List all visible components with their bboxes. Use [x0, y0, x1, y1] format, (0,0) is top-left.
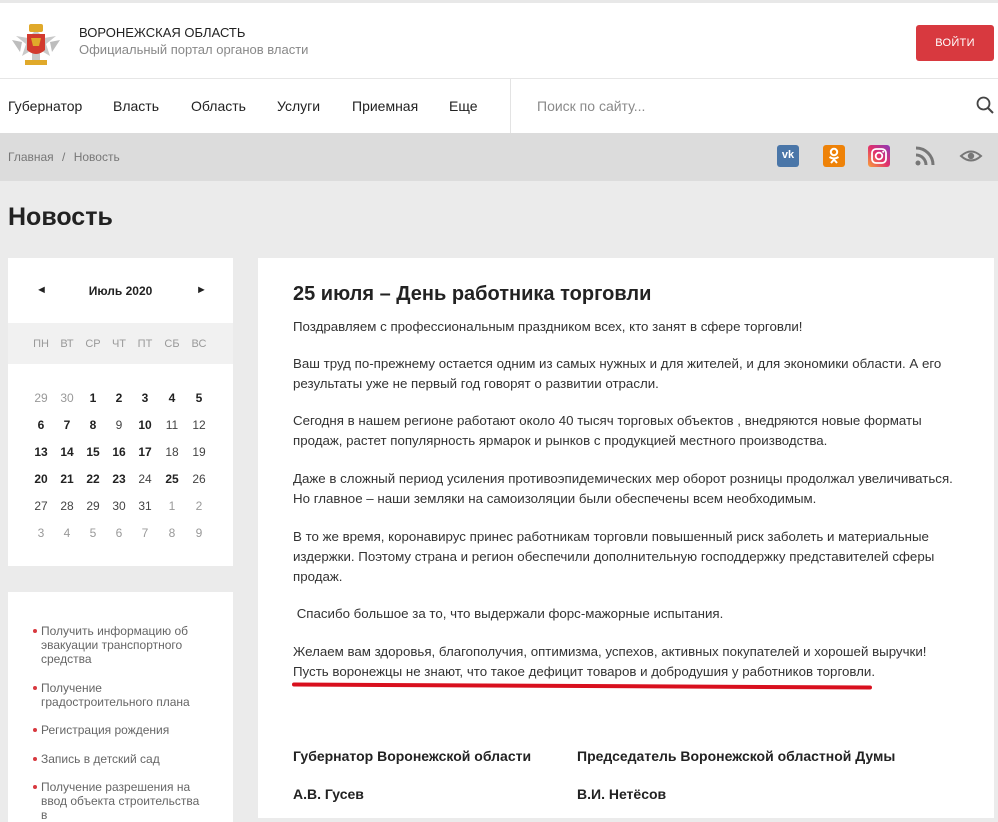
calendar-day[interactable]: 6: [37, 418, 45, 432]
site-title[interactable]: ВОРОНЕЖСКАЯ ОБЛАСТЬ: [79, 25, 246, 40]
ok-icon[interactable]: [823, 145, 845, 167]
article-paragraph: Ваш труд по-прежнему остается одним из самых нужных и для жителей, и для экономики области. А его результаты уже не первый год говорят о развитии отрасли.: [293, 356, 942, 391]
signature-name: А.В. Гусев: [293, 786, 364, 802]
service-link-label: Получение градостроительного плана: [41, 681, 190, 709]
news-article: [258, 258, 994, 818]
calendar-day: 27: [34, 499, 48, 513]
calendar-day: 30: [60, 391, 74, 405]
nav-item-governor[interactable]: Губернатор: [8, 98, 83, 114]
calendar-header: [8, 258, 233, 323]
signature-role: Председатель Воронежской областной Думы: [577, 748, 896, 764]
calendar-month: Июль 2020: [88, 284, 153, 298]
signature-name: В.И. Нетёсов: [577, 786, 667, 802]
calendar-day[interactable]: 3: [141, 391, 149, 405]
service-link-label: Запись в детский сад: [41, 752, 160, 766]
calendar-day: 29: [34, 391, 48, 405]
calendar-day: 1: [168, 499, 176, 513]
weekday-fri: ПТ: [137, 338, 153, 350]
weekday-tue: ВТ: [60, 338, 74, 350]
bullet-icon: [33, 686, 37, 690]
nav-divider: [510, 79, 511, 134]
calendar-weekdays: [8, 323, 233, 364]
breadcrumb-current: Новость: [73, 150, 120, 164]
service-link[interactable]: [41, 780, 206, 822]
login-button[interactable]: ВОЙТИ: [916, 25, 994, 61]
prev-month-icon[interactable]: ◄: [36, 284, 47, 296]
calendar-day[interactable]: 7: [63, 418, 71, 432]
calendar-day[interactable]: 17: [138, 445, 152, 459]
site-header: [0, 0, 998, 78]
calendar-day: 4: [63, 526, 71, 540]
calendar-day: 12: [192, 418, 206, 432]
bullet-icon: [33, 757, 37, 761]
bullet-icon: [33, 629, 37, 633]
calendar-day[interactable]: 5: [195, 391, 203, 405]
calendar-day[interactable]: 2: [115, 391, 123, 405]
article-paragraph: Даже в сложный период усиления противоэпидемических мер оборот розницы продолжал увеличиваться. Но главное – наши земляки на самоизоляции были обеспечены всем необходимым.: [293, 471, 953, 506]
calendar-day: 19: [192, 445, 206, 459]
article-paragraph: Сегодня в нашем регионе работают около 40 тысяч торговых объектов , внедряются новые форматы продаж, растет популярность ярмарок и рынков с продукцией местного производства.: [293, 413, 922, 448]
service-link-label: Регистрация рождения: [41, 723, 170, 737]
calendar-day[interactable]: 8: [89, 418, 97, 432]
vk-icon-label: vk: [781, 149, 795, 161]
calendar-day[interactable]: 15: [86, 445, 100, 459]
breadcrumb-separator: /: [62, 150, 66, 164]
calendar-day: 5: [89, 526, 97, 540]
calendar-day: 8: [168, 526, 176, 540]
calendar-day[interactable]: 20: [34, 472, 48, 486]
service-link[interactable]: [41, 624, 206, 666]
article-title: 25 июля – День работника торговли: [293, 283, 652, 305]
calendar-day[interactable]: 14: [60, 445, 74, 459]
service-link-label: Получение разрешения на ввод объекта строительства в: [41, 780, 200, 822]
nav-item-power[interactable]: Власть: [113, 98, 159, 114]
calendar-day: 28: [60, 499, 74, 513]
service-link[interactable]: [41, 752, 206, 766]
calendar-day[interactable]: 25: [165, 472, 179, 486]
calendar-day: 11: [165, 418, 179, 432]
calendar-day[interactable]: 21: [60, 472, 74, 486]
nav-item-region[interactable]: Область: [191, 98, 246, 114]
weekday-wed: СР: [85, 338, 101, 350]
calendar-day[interactable]: 22: [86, 472, 100, 486]
weekday-sun: ВС: [191, 338, 207, 350]
nav-item-reception[interactable]: Приемная: [352, 98, 419, 114]
weekday-sat: СБ: [164, 338, 180, 350]
search-input[interactable]: [537, 91, 957, 121]
calendar-day: 26: [192, 472, 206, 486]
breadcrumb-home[interactable]: Главная: [8, 150, 54, 164]
calendar-widget: [8, 258, 233, 566]
calendar-day: 30: [112, 499, 126, 513]
calendar-day[interactable]: 4: [168, 391, 176, 405]
calendar-day[interactable]: 16: [112, 445, 126, 459]
eye-icon[interactable]: [959, 145, 983, 167]
calendar-day: 9: [115, 418, 123, 432]
calendar-day[interactable]: 13: [34, 445, 48, 459]
calendar-day[interactable]: 1: [89, 391, 97, 405]
calendar-day: 6: [115, 526, 123, 540]
services-list: [8, 592, 233, 822]
calendar-day: 31: [138, 499, 152, 513]
vk-icon[interactable]: [777, 145, 799, 167]
instagram-icon[interactable]: [868, 145, 890, 167]
article-paragraph: Желаем вам здоровья, благополучия, оптимизма, успехов, активных покупателей и хорошей выручки! Пусть воронежцы не знают, что такое дефицит товаров и добродушия у работников торговли.: [293, 644, 927, 679]
next-month-icon[interactable]: ►: [196, 284, 207, 296]
calendar-day[interactable]: 10: [138, 418, 152, 432]
service-link-label: Получить информацию об эвакуации транспортного средства: [41, 624, 189, 666]
weekday-mon: ПН: [33, 338, 49, 350]
article-paragraph: Спасибо большое за то, что выдержали форс-мажорные испытания.: [293, 606, 724, 621]
calendar-day: 2: [195, 499, 203, 513]
calendar-day: 3: [37, 526, 45, 540]
search-icon[interactable]: [976, 96, 994, 119]
nav-item-more[interactable]: Еще: [449, 98, 478, 114]
breadcrumb: [8, 150, 120, 164]
service-link[interactable]: [41, 681, 206, 709]
page-title: Новость: [8, 203, 113, 231]
rss-icon[interactable]: [914, 145, 936, 167]
article-paragraph: В то же время, коронавирус принес работникам торговли повышенный риск заболеть и материальные издержки. Поэтому страна и регион обеспечили дополнительную господдержку представителей сферы продаж.: [293, 529, 935, 584]
bullet-icon: [33, 728, 37, 732]
article-paragraph: Поздравляем с профессиональным праздником всех, кто занят в сфере торговли!: [293, 319, 803, 334]
service-link[interactable]: [41, 723, 206, 737]
weekday-thu: ЧТ: [111, 338, 127, 350]
calendar-day: 24: [138, 472, 152, 486]
calendar-day: 18: [165, 445, 179, 459]
nav-item-services[interactable]: Услуги: [277, 98, 321, 114]
calendar-day: 7: [141, 526, 149, 540]
coat-of-arms-logo[interactable]: [8, 16, 64, 72]
main-nav: [0, 78, 998, 133]
bullet-icon: [33, 785, 37, 789]
site-subtitle: Официальный портал органов власти: [79, 42, 309, 57]
calendar-day: 29: [86, 499, 100, 513]
breadcrumb-bar: [0, 133, 998, 181]
signature-role: Губернатор Воронежской области: [293, 748, 532, 764]
calendar-day: 9: [195, 526, 203, 540]
calendar-day[interactable]: 23: [112, 472, 126, 486]
